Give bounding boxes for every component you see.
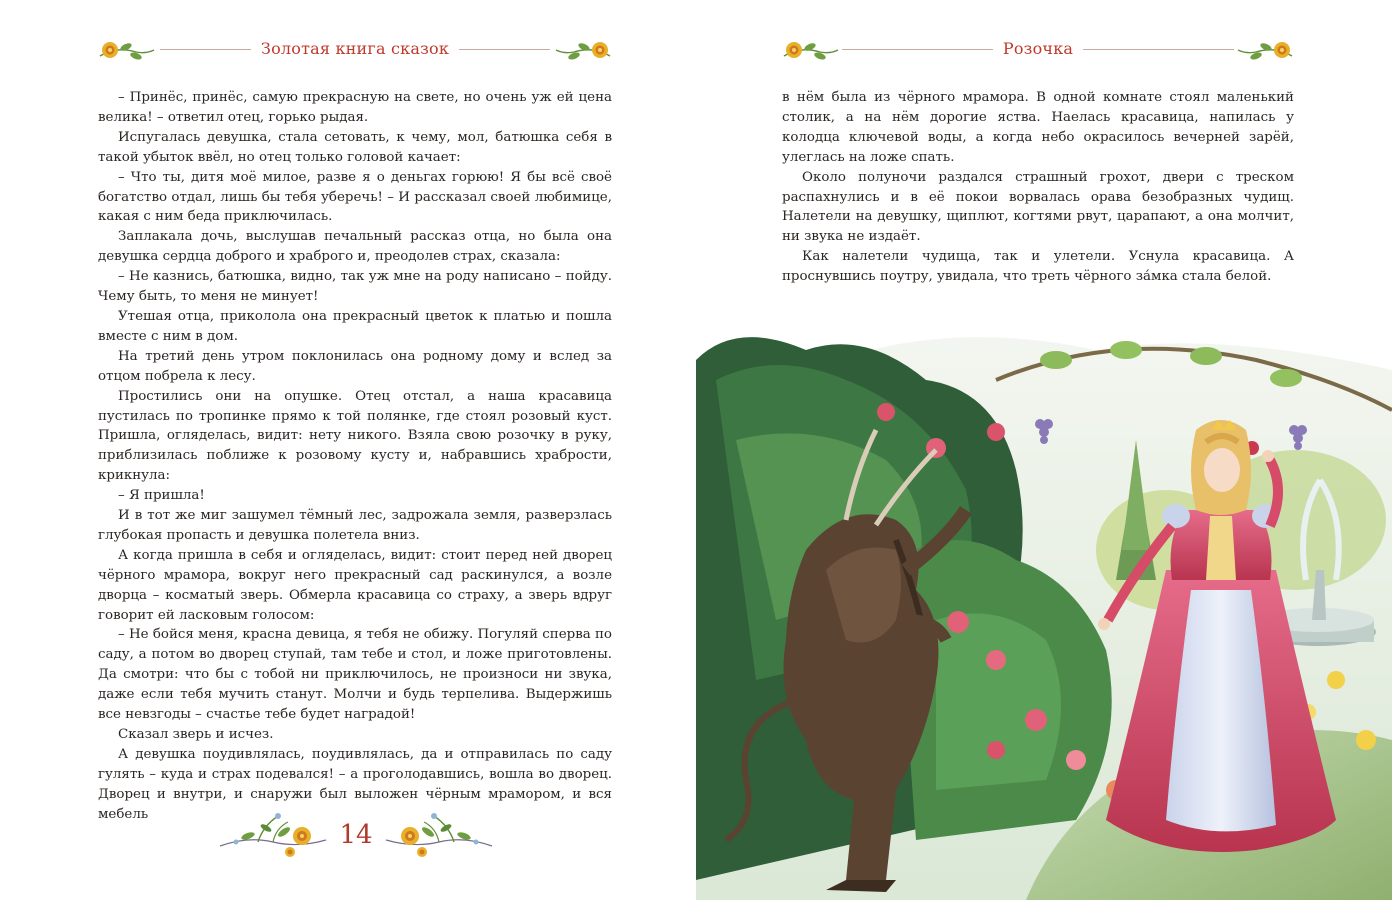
paragraph: А когда пришла в себя и огляделась, видит: стоит перед ней дворец чёрного мрамора, вокруг него прекрасный сад раскинулся, а возле дворца – косматый зверь. Обмерла красавица со страху, а зверь вдруг говорит ей ласковым голосом:: [98, 547, 612, 623]
right-page: [696, 0, 1392, 900]
paragraph: Сказал зверь и исчез.: [118, 727, 274, 742]
right-header: [780, 36, 1296, 64]
floral-ornament-icon: [384, 806, 494, 866]
paragraph: – Принёс, принёс, самую прекрасную на свете, но очень уж ей цена велика! – ответил отец, горько рыдая.: [98, 90, 612, 125]
paragraph: Испугалась девушка, стала сетовать, к чему, мол, батюшка себя в такой убыток ввёл, но отец только головой качает:: [98, 129, 612, 165]
story-illustration: [696, 320, 1392, 900]
running-title: Золотая книга сказок: [251, 39, 459, 58]
floral-ornament-icon: [218, 806, 328, 866]
paragraph: И в тот же миг зашумел тёмный лес, задрожала земля, разверзлась глубокая пропасть и девушка полетела вниз.: [98, 508, 612, 543]
paragraph: На третий день утром поклонилась она родному дому и вслед за отцом побрела к лесу.: [98, 348, 612, 384]
running-title: Розочка: [993, 39, 1083, 58]
paragraph: Как налетели чудища, так и улетели. Уснула красавица. А проснувшись поутру, увидала, что треть чёрного за́мка стала белой.: [782, 249, 1294, 285]
page-number: 14: [339, 820, 373, 850]
paragraph: – Не казнись, батюшка, видно, так уж мне на роду написано – пойду. Чему быть, то меня не минует!: [98, 269, 612, 305]
paragraph: – Что ты, дитя моё милое, разве я о деньгах горюю! Я бы всё своё богатство отдал, лишь бы тебя уберечь! – И рассказал своей любимице, какая с ним беда приключилась.: [98, 169, 612, 225]
paragraph: Заплакала дочь, выслушав печальный рассказ отца, но была она девушка сердца доброго и храброго и, преодолев страх, сказала:: [98, 229, 612, 265]
rose-ornament-icon: [554, 36, 614, 64]
rose-ornament-icon: [1236, 36, 1296, 64]
paragraph: Простились они на опушке. Отец отстал, а наша красавица пустилась по тропинке прямо к той полянке, где стоял розовый куст. Пришла, огляделась, видит: нету никого. Взяла свою розочку в руку, приблизилась поближе к розовому кусту и, набравшись храбрости, крикнула:: [98, 388, 612, 484]
paragraph: – Не бойся меня, красна девица, я тебя не обижу. Погуляй сперва по саду, а потом во дворец ступай, там тебе и стол, и ложе приготовлены. Да смотри: что бы с тобой ни приключилось, не произноси ни звука, даже если тебя мучить станут. Молчи и будь терпелива. Выдержишь все невзгоды – счастье тебе будет наградой!: [98, 627, 612, 723]
paragraph: в нём была из чёрного мрамора. В одной комнате стоял маленький столик, а на нём дорогие яства. Наелась красавица, напилась у колодца ключевой воды, а когда небо окрасилось вечерней зарёй, улеглась на ложе спать.: [782, 90, 1294, 165]
left-body-text: [98, 88, 612, 825]
left-header: [96, 36, 614, 64]
page-footer: [218, 806, 494, 870]
paragraph: – Я пришла!: [118, 488, 205, 504]
paragraph: Около полуночи раздался страшный грохот, двери с треском распахнулись и в её покои ворвалась орава безобразных чудищ. Налетели на девушку, щиплют, когтями рвут, царапают, а она молчит, ни звука не издаёт.: [782, 169, 1294, 245]
right-body-text: [782, 88, 1294, 287]
paragraph: Утешая отца, приколола она прекрасный цветок к платью и пошла вместе с ним в дом.: [98, 308, 612, 344]
paragraph: А девушка поудивлялась, поудивлялась, да и отправилась по саду гулять – куда и страх подевался! – а проголодавшись, вошла во дворец. Дворец и внутри, и снаружи был выложен чёрным мрамором, и вся мебель: [98, 746, 612, 822]
